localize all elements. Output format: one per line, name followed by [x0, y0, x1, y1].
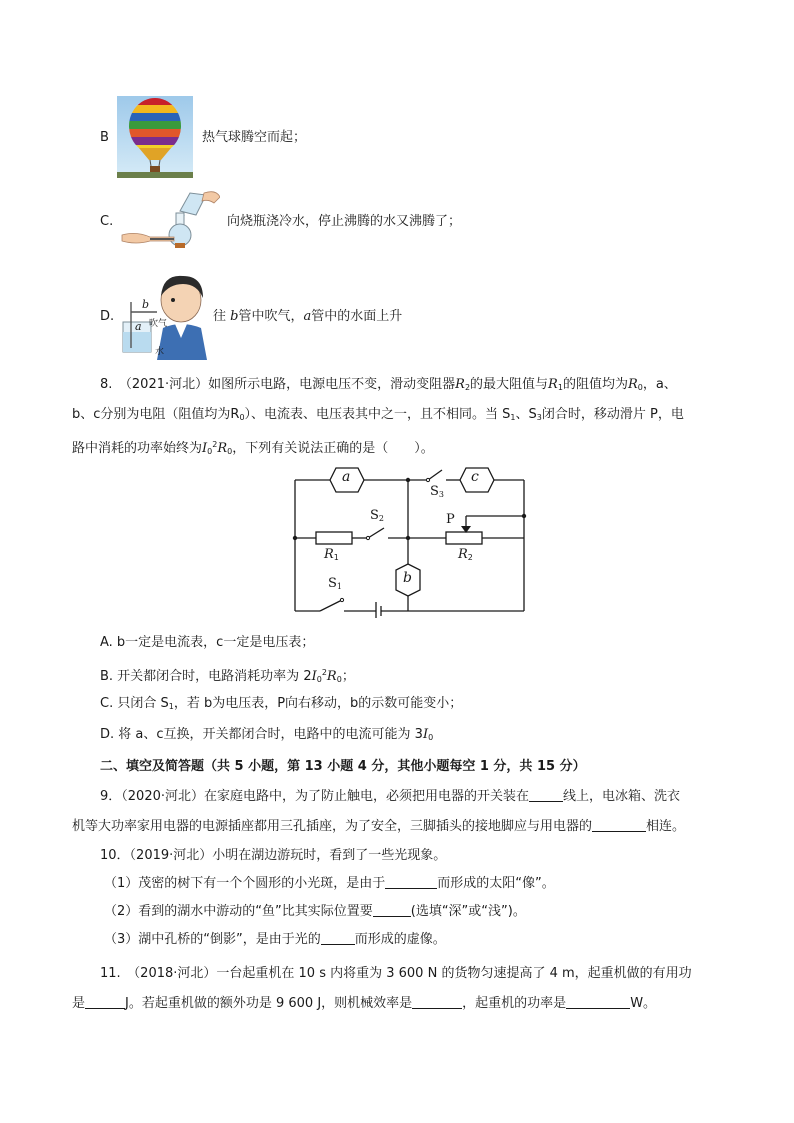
q9-blank-1[interactable] [529, 787, 563, 802]
switch-s2-label: $S_2$ [370, 508, 384, 523]
q10-stem: 10．（2019·河北）小明在湖边游玩时，看到了一些光现象。 [100, 848, 447, 863]
circuit-diagram [280, 460, 540, 618]
q8-option-c: C. 只闭合 $S_1$，若 b为电压表，P向右移动，b的示数可能变小； [100, 696, 463, 711]
flask-pouring-image [120, 183, 220, 251]
meter-c-label: c [471, 469, 479, 485]
option-b-text: 热气球腾空而起； [202, 130, 307, 145]
q11-line1: 11. （2018·河北）一台起重机在 10 s 内将重为 3 600 N 的货物匀速提高了 4 m，起重机做的有用功 [100, 966, 692, 981]
option-c-text: 向烧瓶浇冷水，停止沸腾的水又沸腾了； [227, 214, 462, 229]
q8-line3: 路中消耗的功率始终为$I_0^2R_0$，下列有关说法正确的是（ ）。 [72, 440, 434, 456]
switch-s1-label: $S_1$ [328, 576, 342, 591]
q9-line1: 9．（2020·河北）在家庭电路中，为了防止触电，必须把用电器的开关装在 线上，电冰箱、洗衣 [100, 789, 681, 804]
switch-s3-label: $S_3$ [430, 484, 444, 499]
q8-option-d: D. 将 a、c互换，开关都闭合时，电路中的电流可能为 $3I_0$ [100, 727, 434, 742]
q10-blank-2[interactable] [373, 902, 411, 917]
fig-label-blow: 吹气 [149, 319, 168, 329]
q9-line2: 机等大功率家用电器的电源插座都用三孔插座，为了安全，三脚插头的接地脚应与用电器的 相连。 [72, 819, 686, 834]
option-b-letter: B [100, 130, 109, 145]
q10-part3: （3）湖中孔桥的“倒影”，是由于光的 而形成的虚像。 [104, 932, 446, 947]
q10-part1: （1）茂密的树下有一个个圆形的小光斑，是由于 而形成的太阳“像”。 [104, 876, 555, 891]
option-d-text: 往 b管中吹气，a管中的水面上升 [213, 309, 403, 324]
slider-p-label: P [446, 512, 455, 527]
q11-line2: 是 J。若起重机做的额外功是 9 600 J，则机械效率是 ，起重机的功率是 W。 [72, 996, 657, 1011]
q8-option-a: A. b一定是电流表，c一定是电压表； [100, 635, 315, 650]
fig-label-water: 水 [155, 347, 165, 357]
meter-a-label: a [342, 469, 351, 485]
resistor-r2-label: $R_2$ [458, 547, 473, 562]
fig-label-b: b [142, 298, 150, 311]
q11-blank-3[interactable] [566, 994, 630, 1009]
option-d-letter: D. [100, 309, 115, 324]
blowing-straw-figure [117, 268, 209, 360]
fig-label-a: a [135, 320, 142, 333]
hot-air-balloon-image [117, 96, 193, 178]
q10-part2: （2）看到的湖水中游动的“鱼”比其实际位置要 (选填“深”或“浅”)。 [104, 904, 526, 919]
q10-blank-3[interactable] [321, 930, 355, 945]
q11-blank-2[interactable] [412, 994, 462, 1009]
section-heading: 二、填空及简答题（共 5 小题，第 13 小题 4 分，其他小题每空 1 分，共 15 分） [100, 759, 586, 774]
q10-blank-1[interactable] [385, 874, 437, 889]
q8-option-b: B. 开关都闭合时，电路消耗功率为 $2I_0^2R_0$； [100, 668, 355, 684]
q8-line2: b、c分别为电阻（阻值均为$R_0$）、电流表、电压表其中之一，且不相同。当 $S_1$、$S_3$闭合时，移动滑片 P，电 [72, 407, 684, 422]
q11-blank-1[interactable] [85, 994, 125, 1009]
option-c-letter: C. [100, 214, 114, 229]
resistor-r1-label: $R_1$ [324, 547, 339, 562]
meter-b-label: b [403, 570, 412, 586]
q9-blank-2[interactable] [592, 817, 646, 832]
q8-line1: 8. （2021·河北）如图所示电路，电源电压不变，滑动变阻器$R_2$的最大阻值与$R_1$的阻值均为$R_0$，a、 [100, 377, 677, 392]
